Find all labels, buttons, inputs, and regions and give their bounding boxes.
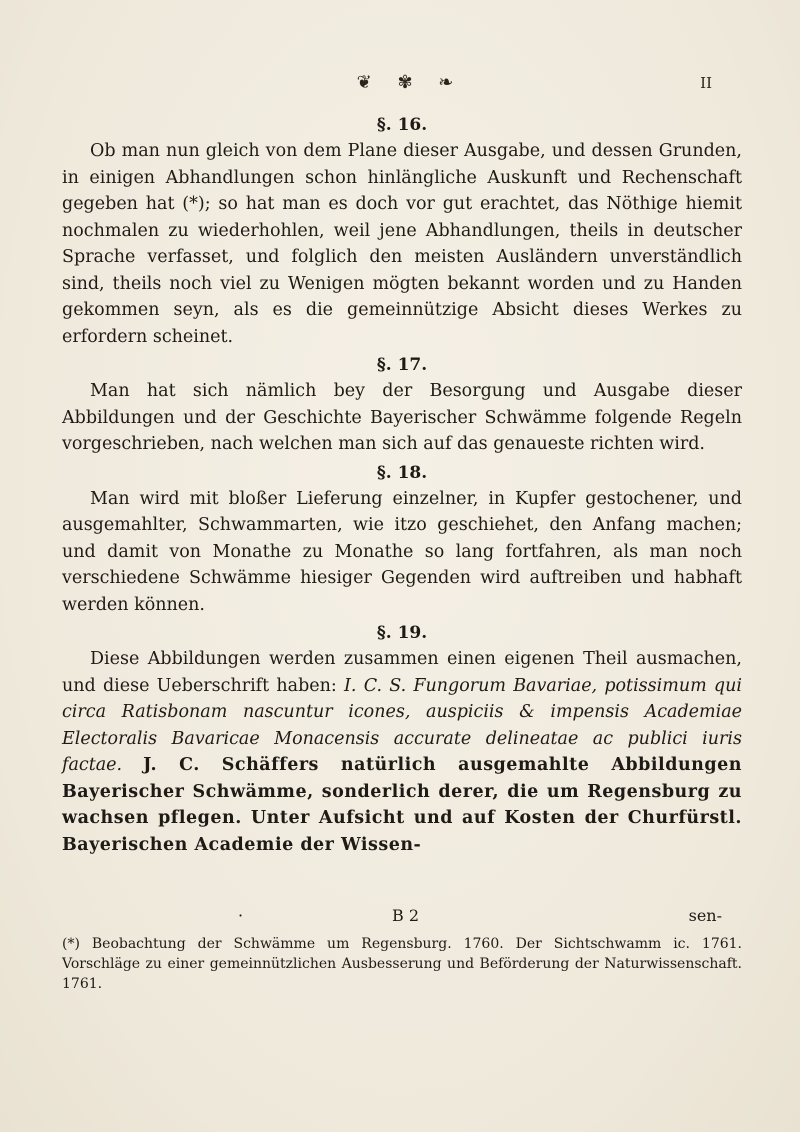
paragraph: Man hat sich nämlich bey der Besorgung und Ausgabe dieser Abbildungen und der Geschichte Bayerischer Schwämme folgende Regeln vorgeschrieben, nach welchen man sich auf das genaueste richten wird. [62,381,742,454]
catchword: sen- [688,906,722,925]
section-number: §. 18. [376,462,428,483]
catchline [62,906,742,928]
page-number: II [700,74,712,92]
signature-mark: B 2 [392,906,420,925]
header-ornament-icon: ❦ ✾ ❧ [356,72,464,93]
section-number: §. 16. [376,115,428,135]
main-text [62,112,742,860]
paragraph: Man wird mit bloßer Lieferung einzelner, in Kupfer gestochener, und ausgemahlter, Schwammarten, wie itzo geschiehet, den Anfang machen; und damit von Monathe zu Monathe so lang fortfahren, als man noch verschiedene Schwämme hiesiger Gegenden wird auftreiben und habhaft werden können. [62,488,742,615]
paragraph [62,646,742,858]
catchline-dot: · [238,906,244,925]
section-number: §. 19. [376,623,428,643]
latin-title: I. C. S. Fungorum Bavariae, potissimum qui circa Ratisbonam nascuntur icones, auspiciis & impensis Academiae Electoralis Bavaricae Monacensis accurate delineatae ac publici iuris factae. [62,675,742,775]
paragraph: Ob man nun gleich von dem Plane dieser Ausgabe, und dessen Grunden, in einigen Abhandlungen schon hinlängliche Auskunft und Rechenschaft gegeben hat (*); so hat man es doch vor gut erachtet, das Nöthige hiemit nochmalen zu wiederhohlen, weil jene Abhandlungen, theils in deutscher Sprache verfasset, und folglich den meisten Ausländern unverständlich sind, theils noch viel zu Wenigen mögten bekannt worden und zu Handen gekommen seyn, als es die gemeinnützige Absicht dieses Werkes zu erfordern scheinet. [62,141,742,347]
paragraph-text: Diese Abbildungen werden zusammen einen eigenen Theil ausmachen, und diese Ueberschrift haben: [62,649,742,696]
page-header [0,72,800,96]
footnote: (*) Beobachtung der Schwämme um Regensburg. 1760. Der Sichtschwamm ic. 1761. Vorschläge zu einer gemeinnützlichen Ausbesserung und Beförderung der Naturwissenschaft. 1761. [62,936,742,992]
german-title: J. C. Schäffers natürlich ausgemahlte Abbildungen Bayerischer Schwämme, sonderlich derer, die um Regensburg zu wachsen pflegen. Unter Aufsicht und auf Kosten der Churfürstl. Bayerischen Academie der Wissen- [62,755,742,855]
section-number: §. 17. [376,355,428,375]
footnotes [62,934,742,994]
